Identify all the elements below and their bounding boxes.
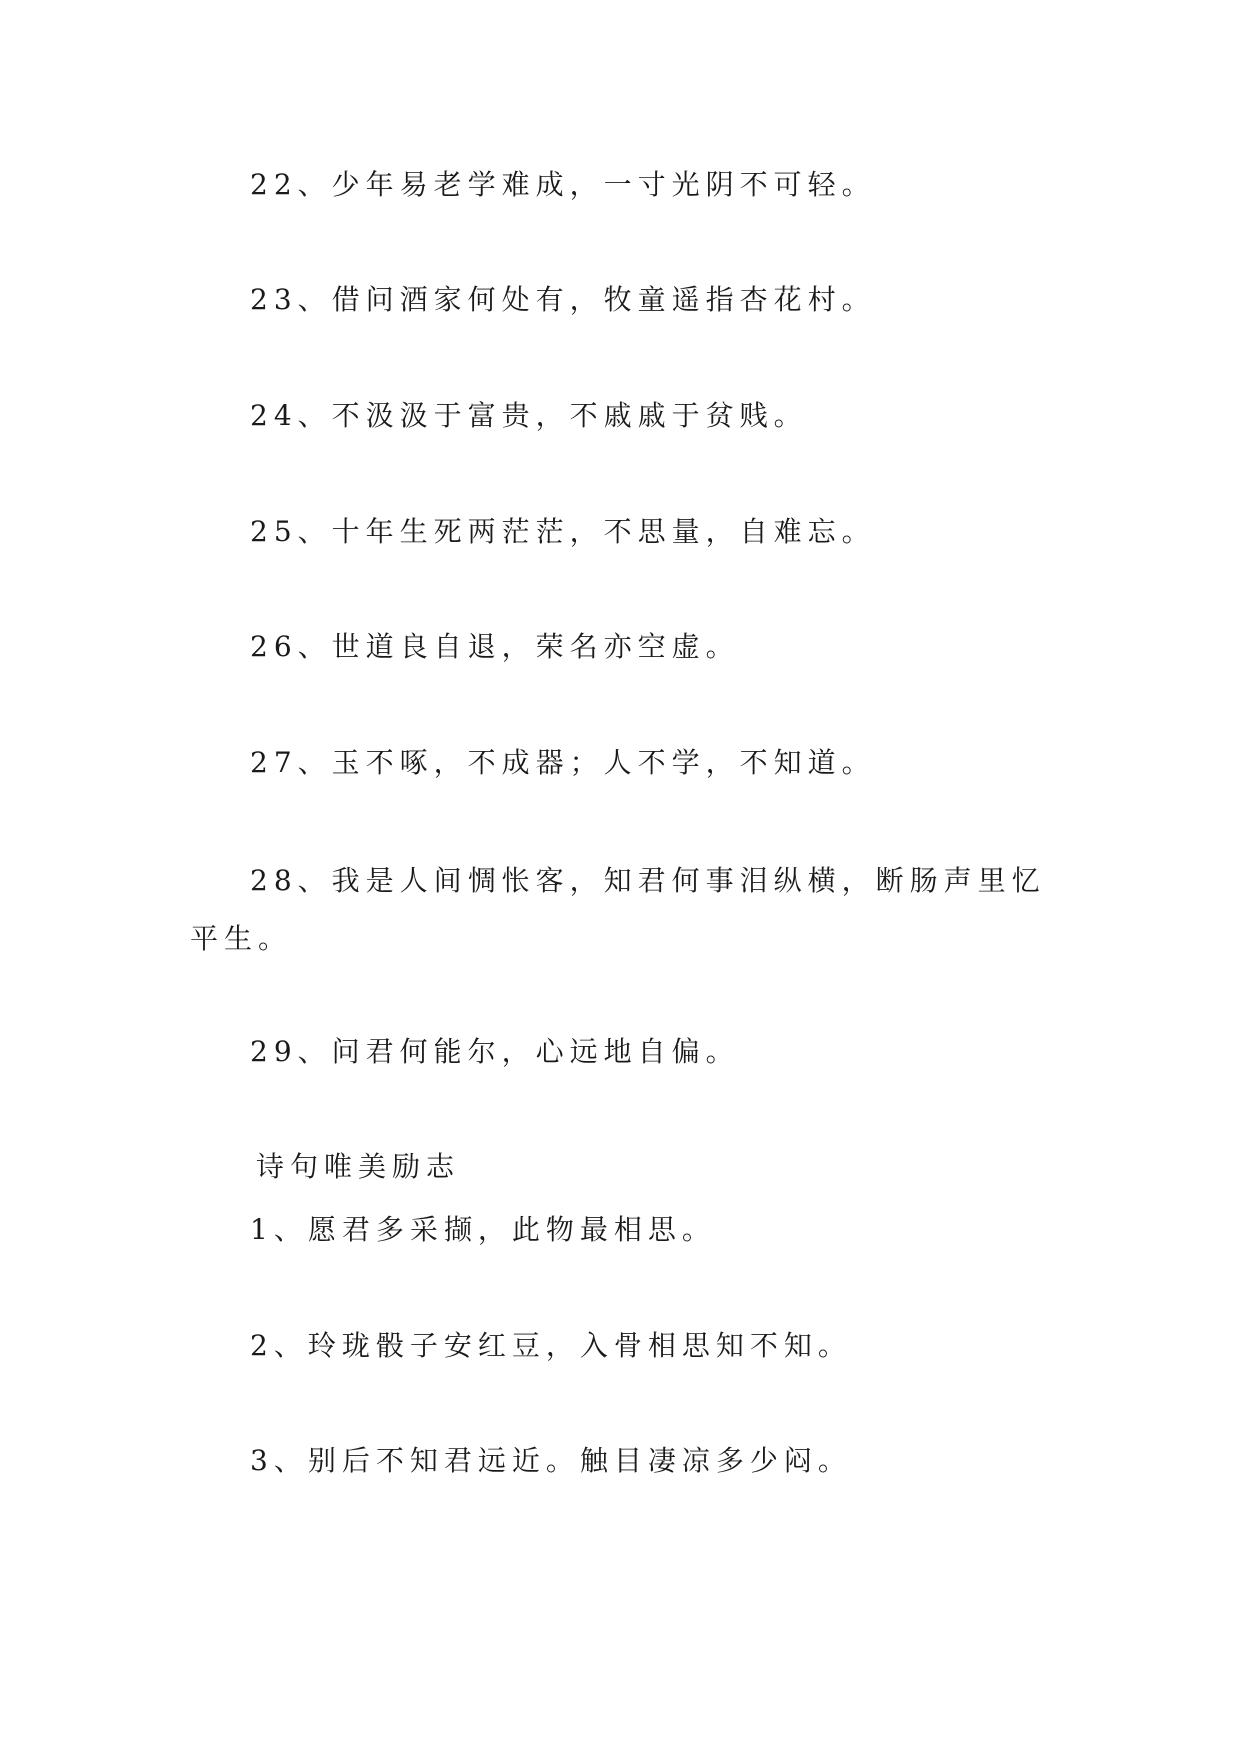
poem-line-b3: 3、别后不知君远近。触目凄凉多少闷。 bbox=[250, 1444, 852, 1477]
poem-line-24: 24、不汲汲于富贵，不戚戚于贫贱。 bbox=[250, 399, 808, 432]
poem-line-28: 28、我是人间惆怅客，知君何事泪纵横，断肠声里忆平生。 bbox=[190, 864, 1046, 955]
poem-line-22: 22、少年易老学难成，一寸光阴不可轻。 bbox=[250, 168, 876, 201]
poem-line-27: 27、玉不啄，不成器；人不学，不知道。 bbox=[250, 746, 876, 779]
poem-line-b2: 2、玲珑骰子安红豆，入骨相思知不知。 bbox=[250, 1329, 852, 1362]
section-heading: 诗句唯美励志 bbox=[256, 1150, 461, 1183]
poem-line-26: 26、世道良自退，荣名亦空虚。 bbox=[250, 630, 740, 663]
poem-line-b1: 1、愿君多采撷，此物最相思。 bbox=[250, 1213, 716, 1246]
poem-line-25: 25、十年生死两茫茫，不思量，自难忘。 bbox=[250, 515, 876, 548]
poem-line-23: 23、借问酒家何处有，牧童遥指杏花村。 bbox=[250, 283, 876, 316]
poem-line-29: 29、问君何能尔，心远地自偏。 bbox=[250, 1035, 740, 1068]
